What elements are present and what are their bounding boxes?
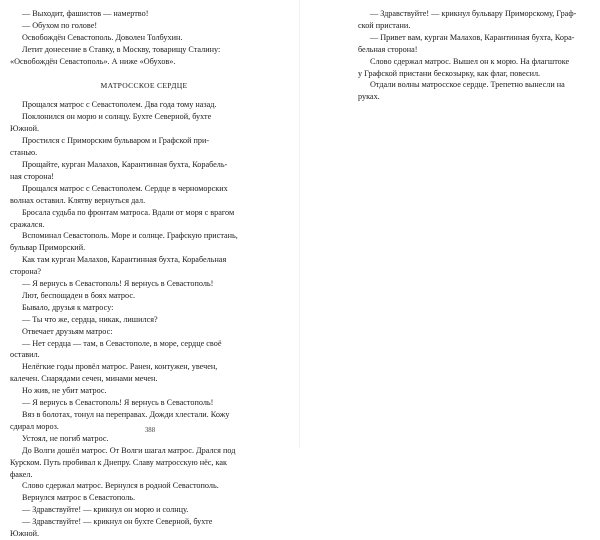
text-line: Как там курган Малахов, Карантинная бухта, Корабельная — [22, 255, 227, 265]
text-line: Слово сдержал матрос. Вернулся в родной Севастополь. — [22, 481, 219, 491]
story-body-block — [10, 99, 278, 540]
text-line: «Освобождён Севастополь». А ниже «Обухов». — [10, 56, 176, 66]
right-text-column — [358, 8, 588, 103]
text-line: Освобождён Севастополь. Доволен Толбухин. — [22, 32, 183, 42]
page-number: 388 — [144, 427, 156, 434]
text-line: Простился с Приморским бульваром и Графской при- — [22, 136, 210, 146]
text-line: Отдали волны матросское сердце. Трепетно вынесли на — [370, 80, 565, 90]
text-line: — Привет вам, курган Малахов, Карантинная бухта, Кора- — [370, 32, 575, 42]
text-line: Лют, беспощаден в боях матрос. — [22, 290, 136, 300]
story-ending-block — [10, 8, 278, 68]
text-line: До Волги дошёл матрос. От Волги шагал матрос. Дрался под — [22, 445, 236, 455]
text-line: Вяз в болотах, тонул на переправах. Дожди хлестали. Кожу — [22, 410, 230, 419]
text-line: — Здравствуйте! — крикнул он морю и солнцу. — [22, 505, 189, 515]
text-line: — Нет сердца — там, в Севастополе, в море, сердце своё — [22, 338, 222, 348]
text-line: сторона? — [10, 267, 42, 277]
text-line: Нелёгкие годы провёл матрос. Ранен, контужен, увечен, — [22, 362, 218, 372]
text-line: Бросала судьба по фронтам матроса. Вдали от моря с врагом — [22, 207, 235, 217]
text-line: Прощался матрос с Севастополем. Два года тому назад. — [22, 100, 217, 110]
text-line: волнах оставил. Клятву вернуться дал. — [10, 195, 146, 205]
text-line: бульвар Приморский. — [10, 243, 86, 253]
text-line: — Ты что же, сердца, никак, лишился? — [22, 314, 158, 324]
text-line: — Здравствуйте! — крикнул бульвару Приморскому, Граф- — [370, 9, 577, 18]
text-line: Вернулся матрос в Севастополь. — [22, 493, 136, 503]
text-line: — Выходит, фашистов — намертво! — [22, 9, 149, 18]
text-line: Вспоминал Севастополь. Море и солнце. Графскую пристань, — [22, 231, 238, 241]
text-line: Бывало, друзья к матросу: — [22, 302, 114, 312]
text-line: оставил. — [10, 350, 40, 360]
text-line: — Здравствуйте! — крикнул он бухте Северной, бухте — [22, 517, 213, 527]
text-line: сражался. — [10, 219, 45, 229]
story-continuation-block — [358, 8, 588, 103]
text-line: Но жив, не убит матрос. — [22, 386, 107, 396]
text-line: бельная сторона! — [358, 44, 418, 54]
text-line: Прощайте, курган Малахов, Карантинная бухта, Корабель- — [22, 159, 228, 169]
text-line: руках. — [358, 92, 380, 102]
text-line: Отвечает друзьям матрос: — [22, 326, 113, 336]
text-line: станью. — [10, 148, 38, 158]
text-line: ная сторона! — [10, 171, 54, 181]
text-line: Прощался матрос с Севастополем. Сердце в черноморских — [22, 183, 228, 193]
text-line: у Графской пристани бескозырку, как флаг, повесил. — [358, 68, 541, 78]
text-line: Устоял, не погиб матрос. — [22, 433, 109, 443]
text-line: Летит донесение в Ставку, в Москву, товарищу Сталину: — [22, 44, 221, 54]
text-line: калечен. Снарядами сечен, минами мечен. — [10, 374, 158, 384]
text-line: Курском. Путь пробивал к Днепру. Славу матросскую нёс, как — [10, 457, 227, 467]
text-line: Слово сдержал матрос. Вышел он к морю. На флагштоке — [370, 56, 570, 66]
text-line: — Я вернусь в Севастополь! Я вернусь в Севастополь! — [22, 279, 214, 289]
text-line: — Я вернусь в Севастополь! Я вернусь в Севастополь! — [22, 398, 214, 408]
right-page — [300, 0, 600, 448]
text-line: факел. — [10, 469, 33, 479]
left-page — [0, 0, 300, 539]
text-line: — Обухом по голове! — [22, 20, 98, 30]
text-line: Южной. — [10, 529, 40, 539]
text-line: Поклонился он морю и солнцу. Бухте Северной, бухте — [22, 112, 212, 122]
text-line: ской пристани. — [358, 20, 411, 30]
text-line: Южной. — [10, 124, 40, 134]
section-title: МАТРОССКОЕ СЕРДЦЕ — [100, 80, 188, 90]
text-line: сдирал мороз. — [10, 421, 59, 431]
left-text-column — [10, 8, 278, 540]
